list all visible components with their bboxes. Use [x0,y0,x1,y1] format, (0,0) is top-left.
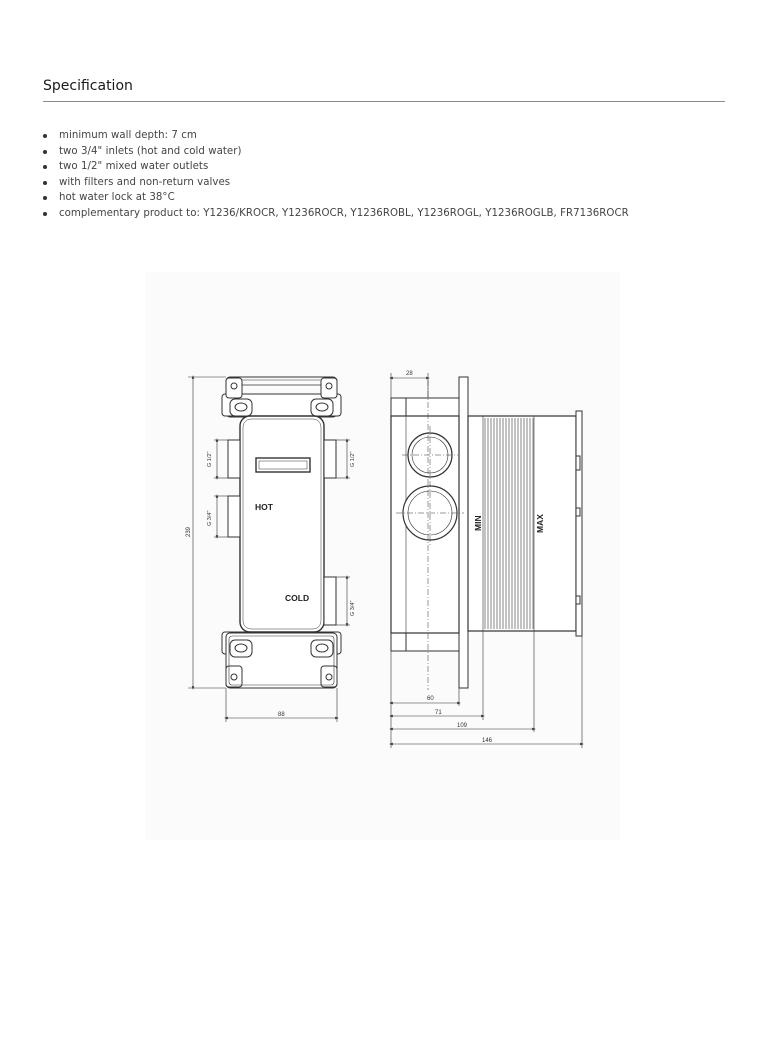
spec-item-text: two 1/2" mixed water outlets [59,161,209,173]
dim-109-label: 109 [457,723,468,729]
port-inlet-hot-label: G 3/4" [207,510,213,526]
bottom-mounting-bracket [222,632,341,688]
spec-item [43,144,629,160]
front-view [188,377,350,722]
section-divider [43,101,725,102]
height-dimension [188,377,226,688]
dim-width-label: 88 [278,712,285,718]
label-max: MAX [535,514,545,533]
bullet-icon [43,150,47,154]
spec-item [43,206,629,222]
spec-item-text: with filters and non-return valves [59,176,231,188]
label-cold: COLD [285,593,310,603]
dim-60-label: 60 [427,696,434,702]
spec-item-text: complementary product to: Y1236/KROCR, Y1236ROCR, Y1236ROBL, Y1236ROGL, Y1236ROGLB, FR7136ROCR [59,207,629,219]
bullet-icon [43,134,47,138]
dim-71-label: 71 [435,710,442,716]
technical-drawing-svg [145,272,620,840]
spec-list [43,128,629,222]
spec-item-text: hot water lock at 38°C [59,192,175,204]
port-inlet-cold-label: G 3/4" [350,600,356,616]
technical-drawing [145,272,620,840]
spec-item [43,175,629,191]
spec-item-text: two 3/4" inlets (hot and cold water) [59,145,242,157]
label-min: MIN [473,515,483,531]
bullet-icon [43,165,47,169]
port-outlet-right-label: G 1/2" [350,451,356,467]
spec-item [43,190,629,206]
side-view [391,373,582,748]
port-outlet-left-label: G 1/2" [207,451,213,467]
bullet-icon [43,212,47,216]
section-title: Specification [43,78,133,94]
spec-item-text: minimum wall depth: 7 cm [59,130,197,141]
bullet-icon [43,196,47,200]
spec-item [43,159,629,175]
spec-item [43,128,629,144]
top-mounting-bracket [222,377,341,417]
bullet-icon [43,181,47,185]
valve-body [240,416,324,632]
label-hot: HOT [255,502,273,512]
dim-28-label: 28 [406,371,413,377]
dim-height-label: 239 [186,526,192,537]
dim-146-label: 146 [482,738,493,744]
